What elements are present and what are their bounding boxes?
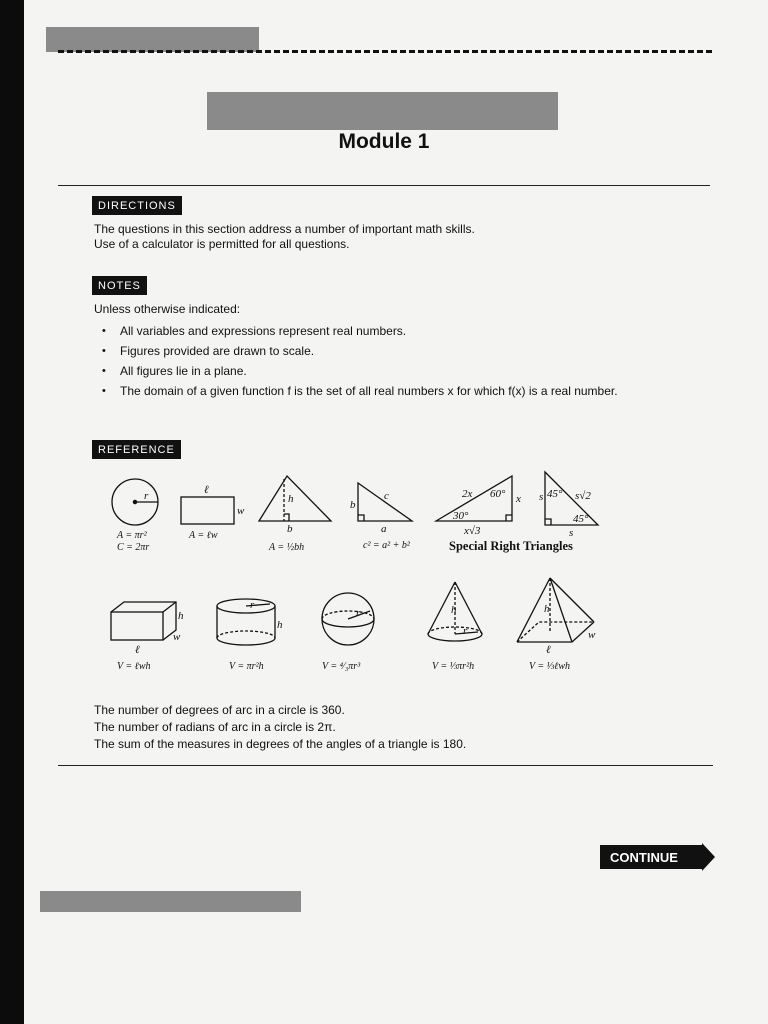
rt-b-label: b xyxy=(350,499,356,511)
special-s-leg-label: s xyxy=(539,491,544,503)
special-x-root3-label: x√3 xyxy=(464,525,481,537)
rect-w-label: w xyxy=(237,505,245,517)
fact-degrees: The number of degrees of arc in a circle is 360. xyxy=(94,703,345,717)
special-2x-label: 2x xyxy=(462,488,473,500)
triangle-figure xyxy=(259,476,331,521)
sphere-figure xyxy=(322,593,374,645)
triangle-area-formula: A = ½bh xyxy=(269,542,305,553)
notes-item: • The domain of a given function f is the set of all real numbers x for which f(x) is a real number. xyxy=(94,384,625,398)
special-30-label: 30° xyxy=(453,510,469,522)
notes-item: • Figures provided are drawn to scale. xyxy=(94,344,634,358)
continue-button[interactable] xyxy=(600,843,716,869)
continue-arrow-icon xyxy=(600,843,716,871)
reference-label: REFERENCE xyxy=(92,440,181,459)
box-figure xyxy=(111,602,176,640)
page-title: Module 1 xyxy=(338,130,430,153)
rect-area-formula: A = ℓw xyxy=(189,530,218,541)
circle-r-label: r xyxy=(144,490,149,502)
notes-item: • All variables and expressions represent real numbers. xyxy=(94,324,634,338)
fact-radians: The number of radians of arc in a circle is 2π. xyxy=(94,720,336,734)
right-triangle-figure xyxy=(358,483,412,521)
bottom-divider xyxy=(58,765,713,766)
special-s-root2-label: s√2 xyxy=(575,490,591,502)
directions-line-2: Use of a calculator is permitted for all questions. xyxy=(94,237,350,251)
box-h-label: h xyxy=(178,610,184,622)
rect-l-label: ℓ xyxy=(204,484,209,496)
pythagorean-formula: c² = a² + b² xyxy=(363,540,410,551)
directions-line-1: The questions in this section address a number of important math skills. xyxy=(94,222,475,236)
continue-label: CONTINUE xyxy=(610,850,678,865)
special-45-bottom-label: 45° xyxy=(573,513,589,525)
circle-figure xyxy=(112,479,158,525)
pyramid-h-label: h xyxy=(544,603,550,615)
cylinder-volume-formula: V = πr²h xyxy=(229,661,264,672)
rt-a-label: a xyxy=(381,523,387,535)
fact-triangle-sum: The sum of the measures in degrees of the angles of a triangle is 180. xyxy=(94,737,467,751)
directions-label: DIRECTIONS xyxy=(92,196,182,215)
special-s-base-label: s xyxy=(569,527,574,539)
pyramid-volume-formula: V = ⅓ℓwh xyxy=(529,661,571,672)
box-l-label: ℓ xyxy=(135,644,140,656)
special-right-triangles-caption: Special Right Triangles xyxy=(449,539,573,553)
box-w-label: w xyxy=(173,631,181,643)
special-60-label: 60° xyxy=(490,488,506,500)
box-volume-formula: V = ℓwh xyxy=(117,661,151,672)
triangle-h-label: h xyxy=(288,493,294,505)
circle-circumference-formula: C = 2πr xyxy=(117,542,150,553)
notes-intro: Unless otherwise indicated: xyxy=(94,302,241,316)
triangle-b-label: b xyxy=(287,523,293,535)
pyramid-figure xyxy=(517,578,594,642)
cylinder-figure xyxy=(217,599,275,645)
cylinder-r-label: r xyxy=(250,599,255,611)
notes-label: NOTES xyxy=(92,276,147,295)
cone-r-label: r xyxy=(463,625,468,637)
sphere-volume-formula: V = ⁴⁄₃πr³ xyxy=(322,661,361,672)
sphere-r-label: r xyxy=(356,607,361,619)
cone-volume-formula: V = ⅓πr²h xyxy=(432,661,475,672)
rt-c-label: c xyxy=(384,490,389,502)
rectangle-figure xyxy=(181,497,234,524)
pyramid-l-label: ℓ xyxy=(546,644,551,656)
special-45-top-label: 45° xyxy=(547,488,563,500)
cylinder-h-label: h xyxy=(277,619,283,631)
notes-item: • All figures lie in a plane. xyxy=(94,364,634,378)
special-x-label: x xyxy=(516,493,521,505)
circle-area-formula: A = πr² xyxy=(117,530,147,541)
cone-h-label: h xyxy=(451,604,457,616)
pyramid-w-label: w xyxy=(588,629,596,641)
redacted-footer-bar xyxy=(40,891,301,912)
